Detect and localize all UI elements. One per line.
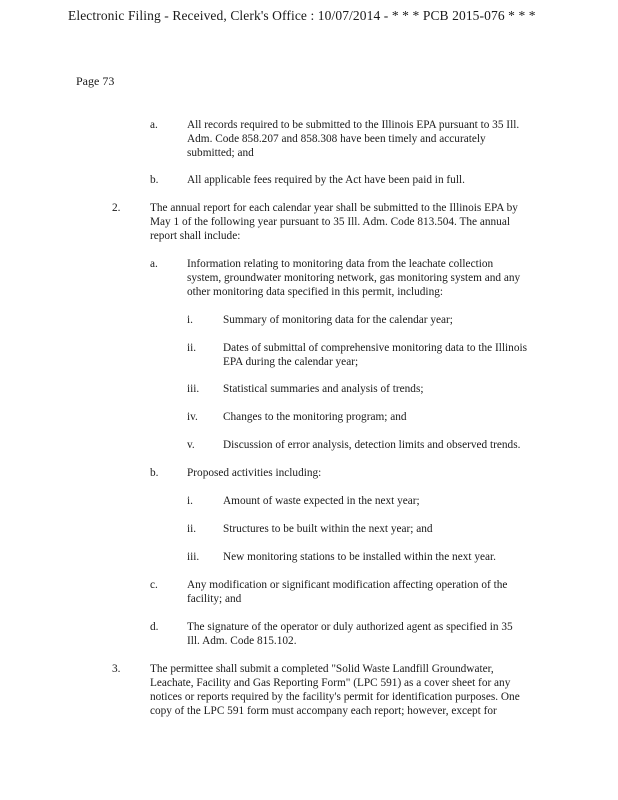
item-text-line: copy of the LPC 591 form must accompany each report; however, except for (150, 705, 497, 717)
subitem-text-line: Structures to be built within the next year; and (223, 523, 433, 535)
subitem-text-line: Summary of monitoring data for the calendar year; (223, 314, 453, 326)
item-text-line: Any modification or significant modification affecting operation of the (187, 579, 508, 591)
subitem-text-line: Changes to the monitoring program; and (223, 411, 407, 423)
item-text-line: Proposed activities including: (187, 467, 322, 479)
subitem-text-line: Dates of submittal of comprehensive monitoring data to the Illinois (223, 342, 528, 354)
subitem-label: iv. (187, 411, 198, 423)
subitem-text-line: New monitoring stations to be installed within the next year. (223, 551, 496, 563)
subitem-label: i. (187, 495, 193, 507)
item-text-line: facility; and (187, 593, 242, 605)
item-text-line: report shall include: (150, 230, 241, 242)
subitem-label: ii. (187, 342, 197, 354)
subitem-text-line: Discussion of error analysis, detection limits and observed trends. (223, 439, 521, 451)
item-label: 3. (112, 663, 121, 675)
item-text-line: notices or reports required by the facility's permit for identification purposes. One (150, 691, 520, 703)
item-label: 2. (112, 202, 121, 214)
subitem-text-line: EPA during the calendar year; (223, 356, 359, 368)
item-text-line: system, groundwater monitoring network, gas monitoring system and any (187, 272, 521, 284)
item-text-line: The permittee shall submit a completed "Solid Waste Landfill Groundwater, (150, 663, 494, 675)
subitem-label: iii. (187, 551, 200, 563)
subitem-label: v. (187, 439, 195, 451)
item-label: a. (150, 119, 158, 131)
item-label: d. (150, 621, 159, 633)
item-text-line: submitted; and (187, 147, 254, 159)
filing-header: Electronic Filing - Received, Clerk's Office : 10/07/2014 - * * * PCB 2015-076 * * * (68, 8, 536, 23)
item-label: a. (150, 258, 158, 270)
subitem-text-line: Statistical summaries and analysis of trends; (223, 383, 424, 395)
item-text-line: The annual report for each calendar year shall be submitted to the Illinois EPA by (150, 202, 518, 214)
page-number: Page 73 (76, 74, 115, 88)
subitem-label: ii. (187, 523, 197, 535)
item-text-line: The signature of the operator or duly authorized agent as specified in 35 (187, 621, 513, 633)
item-text-line: Adm. Code 858.207 and 858.308 have been timely and accurately (187, 133, 486, 145)
item-label: b. (150, 174, 159, 186)
item-label: c. (150, 579, 158, 591)
item-text-line: May 1 of the following year pursuant to 35 Ill. Adm. Code 813.504. The annual (150, 216, 510, 228)
item-text-line: other monitoring data specified in this permit, including: (187, 286, 444, 298)
subitem-text-line: Amount of waste expected in the next year; (223, 495, 420, 507)
item-text-line: Leachate, Facility and Gas Reporting Form" (LPC 591) as a cover sheet for any (150, 677, 511, 689)
item-label: b. (150, 467, 159, 479)
item-text-line: Information relating to monitoring data from the leachate collection (187, 258, 494, 270)
item-text-line: Ill. Adm. Code 815.102. (187, 635, 297, 647)
subitem-label: i. (187, 314, 193, 326)
item-text-line: All records required to be submitted to the Illinois EPA pursuant to 35 Ill. (187, 119, 520, 131)
item-text-line: All applicable fees required by the Act have been paid in full. (187, 174, 465, 186)
subitem-label: iii. (187, 383, 200, 395)
